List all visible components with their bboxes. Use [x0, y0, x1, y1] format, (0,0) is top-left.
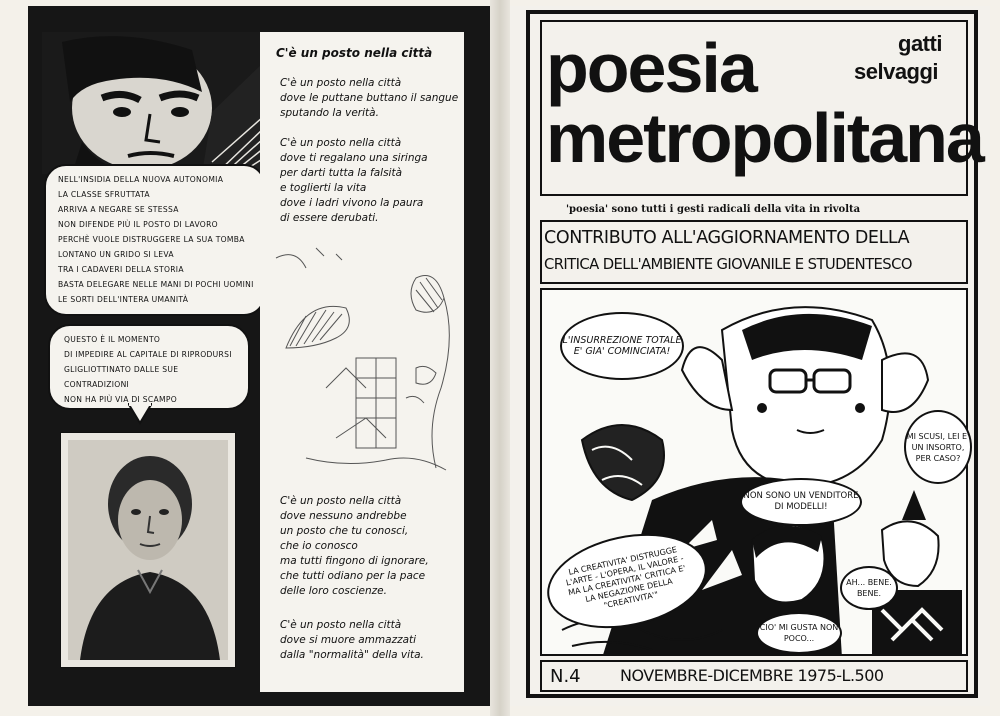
poem-line: C'è un posto nella città [280, 77, 402, 89]
publisher-name-line2: selvaggi [854, 59, 939, 84]
comic-bubble-text: CIO' MI GUSTA NON POCO... [759, 623, 839, 643]
poem-line: C'è un posto nella città [280, 619, 402, 631]
footer-issue-number: N.4 [550, 666, 581, 687]
comic-bubble-venditore [740, 478, 862, 526]
bubble-2-line: GLIGLIOTTINATO DALLE SUE CONTRADIZIONI [64, 365, 179, 389]
bubble-1-line: LA CLASSE SFRUTTATA [58, 190, 150, 199]
tagline: 'poesia' sono tutti i gesti radicali della vita in rivolta [566, 204, 861, 215]
poem-line: che io conosco [280, 540, 358, 552]
bubble-1-line: ARRIVA A NEGARE SE STESSA [58, 205, 179, 214]
man-portrait-image [42, 32, 264, 174]
bubble-2-line: DI IMPEDIRE AL CAPITALE DI RIPRODURSI [64, 350, 232, 359]
poem-line: ma tutti fingono di ignorare, [280, 555, 429, 567]
poem-line: dove ti regalano una siringa [280, 152, 428, 164]
poem-line: dove nessuno andrebbe [280, 510, 407, 522]
poem-line: che tutti odiano per la pace [280, 570, 426, 582]
comic-bubble-scusi [904, 410, 972, 484]
comic-bubble-gusta [756, 612, 842, 654]
poem-stanza-3 [280, 494, 466, 599]
poem-line: e toglierti la vita [280, 182, 367, 194]
publisher-name-line1: gatti [898, 31, 942, 56]
poem-line: C'è un posto nella città [280, 495, 402, 507]
poem-stanza-4 [280, 618, 466, 663]
left-page [28, 6, 490, 706]
headline-line1: CONTRIBUTO ALL'AGGIORNAMENTO DELLA [544, 228, 910, 248]
bubble-1-line: LE SORTI DELL'INTERA UMANITÀ [58, 295, 189, 304]
masthead-title-line2: metropolitana [546, 99, 983, 177]
bubble-2-text [64, 332, 244, 407]
comic-bubble-bene [840, 566, 898, 610]
poem-line: C'è un posto nella città [280, 137, 402, 149]
bubble-1-line: NON DIFENDE PIÙ IL POSTO DI LAVORO [58, 220, 218, 229]
comic-bubble-insurrezione [560, 312, 684, 380]
comic-bubble-text: AH... BENE. BENE. [846, 578, 892, 598]
woman-portrait-photo [60, 432, 236, 668]
poem-line: di essere derubati. [280, 212, 379, 224]
poem-line: dove le puttane buttano il sangue [280, 92, 459, 104]
comic-bubble-text: LA CREATIVITA' DISTRUGGE L'ARTE - L'OPERA, IL VALORE - MA LA CREATIVITA' CRITICA E' LA NEGAZIONE DELLA "CREATIVITA'" [565, 545, 687, 611]
comic-bubble-text: NON SONO UN VENDITORE DI MODELLI! [743, 491, 859, 512]
bubble-1-text [58, 172, 258, 307]
comic-bubble-text: L'INSURREZIONE TOTALE E' GIA' COMINCIATA! [562, 335, 682, 357]
sketch-illustration [266, 238, 462, 498]
poem-line: dove i ladri vivono la paura [280, 197, 424, 209]
poem-stanza-2 [280, 136, 466, 226]
right-page [510, 6, 990, 706]
footer-date-price: NOVEMBRE-DICEMBRE 1975-L.500 [620, 666, 884, 685]
headline-line2: CRITICA DELL'AMBIENTE GIOVANILE E STUDENTESCO [544, 256, 912, 273]
bubble-1-line: NELL'INSIDIA DELLA NUOVA AUTONOMIA [58, 175, 224, 184]
bubble-1-line: BASTA DELEGARE NELLE MANI DI POCHI UOMINI [58, 280, 254, 289]
masthead-title-line1: poesia [546, 29, 756, 107]
poem-line: dalla "normalità" della vita. [280, 649, 424, 661]
page-gutter [490, 0, 510, 716]
bubble-2-line: NON HA PIÙ VIA DI SCAMPO [64, 395, 178, 404]
poem-line: per darti tutta la falsità [280, 167, 403, 179]
poem-line: un posto che tu conosci, [280, 525, 409, 537]
bubble-2-line: QUESTO È IL MOMENTO [64, 335, 161, 344]
poem-line: dove si muore ammazzati [280, 634, 417, 646]
poem-line: delle loro coscienze. [280, 585, 387, 597]
poem-line: sputando la verità. [280, 107, 379, 119]
comic-bubble-text: MI SCUSI, LEI E' UN INSORTO, PER CASO? [906, 431, 970, 463]
bubble-1-line: LONTANO UN GRIDO SI LEVA [58, 250, 174, 259]
bubble-1-line: PERCHÈ VUOLE DISTRUGGERE LA SUA TOMBA [58, 235, 245, 244]
poem-title: C'è un posto nella città [276, 46, 433, 60]
bubble-1-line: TRA I CADAVERI DELLA STORIA [58, 265, 184, 274]
poem-stanza-1 [280, 76, 466, 121]
